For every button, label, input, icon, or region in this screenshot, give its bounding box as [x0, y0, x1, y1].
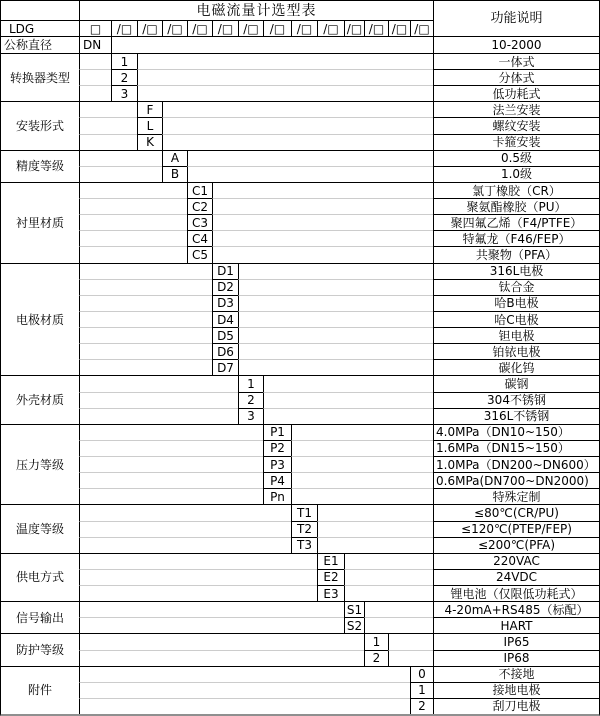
filler-left: [79, 263, 212, 279]
function-cell: 1.6MPa（DN15~150）: [433, 440, 599, 456]
function-cell: 低功耗式: [433, 85, 599, 101]
filler-left: [79, 117, 137, 133]
function-cell: 共聚物（PFA）: [433, 246, 599, 262]
filler-right: [137, 85, 433, 101]
filler-left: [79, 537, 291, 553]
filler-left: [79, 617, 344, 633]
filler-left: [79, 198, 187, 214]
filler-left: [79, 424, 263, 440]
category-cell: 供电方式: [1, 553, 79, 601]
filler-left: [79, 650, 364, 666]
filler-right: [238, 327, 433, 343]
category-cell: 附件: [1, 666, 79, 714]
model-slot-cell: /□: [364, 20, 388, 36]
function-cell: 不接地: [433, 666, 599, 682]
filler-right: [238, 311, 433, 327]
function-cell: 24VDC: [433, 569, 599, 585]
filler-left: [79, 150, 162, 166]
filler-right: [364, 601, 433, 617]
model-slot-cell: /□: [388, 20, 410, 36]
function-cell: 4.0MPa（DN10~150）: [433, 424, 599, 440]
model-slot-cell: /□: [111, 20, 137, 36]
filler-left: [79, 101, 137, 117]
filler-right: [212, 198, 433, 214]
code-cell: K: [137, 134, 162, 150]
function-cell: 分体式: [433, 69, 599, 85]
filler-right: [317, 504, 433, 520]
diameter-code-cell: DN: [79, 36, 111, 53]
category-cell: 安装形式: [1, 101, 79, 149]
filler-right: [317, 521, 433, 537]
code-cell: T1: [291, 504, 317, 520]
model-slot-cell: /□: [344, 20, 364, 36]
model-slot-cell: /□: [162, 20, 187, 36]
filler-left: [79, 440, 263, 456]
filler-left: [79, 488, 263, 504]
category-cell: 外壳材质: [1, 375, 79, 423]
code-cell: E3: [317, 585, 344, 601]
filler-left: [79, 375, 238, 391]
function-cell: 卡箍安装: [433, 134, 599, 150]
function-cell: 钛合金: [433, 279, 599, 295]
function-cell: 聚四氟乙烯（F4/PTFE）: [433, 214, 599, 230]
filler-left: [79, 601, 344, 617]
function-cell: 304不锈钢: [433, 392, 599, 408]
code-cell: P2: [263, 440, 291, 456]
filler-right: [344, 553, 433, 569]
filler-left: [79, 85, 111, 101]
filler-right: [137, 53, 433, 69]
code-cell: P4: [263, 472, 291, 488]
function-header: 功能说明: [433, 1, 599, 36]
function-cell: ≤80℃(CR/PU): [433, 504, 599, 520]
category-cell: 转换器类型: [1, 53, 79, 101]
function-cell: 氯丁橡胶（CR）: [433, 182, 599, 198]
function-cell: 钽电极: [433, 327, 599, 343]
filler-left: [79, 230, 187, 246]
filler-left: [79, 69, 111, 85]
filler-right: [344, 569, 433, 585]
function-cell: 刮刀电极: [433, 698, 599, 714]
filler-left: [79, 343, 212, 359]
function-cell: 法兰安装: [433, 101, 599, 117]
model-slot-cell: /□: [291, 20, 317, 36]
function-cell: ≤120℃(PTEP/FEP): [433, 521, 599, 537]
filler-left: [79, 521, 291, 537]
function-cell: 220VAC: [433, 553, 599, 569]
model-box-cell: □: [79, 20, 111, 36]
code-cell: D2: [212, 279, 238, 295]
corner-cell: [1, 1, 79, 20]
function-cell: 碳化钨: [433, 359, 599, 375]
filler-right: [238, 279, 433, 295]
function-cell: 哈C电极: [433, 311, 599, 327]
function-cell: ≤200℃(PFA): [433, 537, 599, 553]
filler-left: [79, 182, 187, 198]
code-cell: A: [162, 150, 187, 166]
filler-right: [212, 230, 433, 246]
filler-left: [79, 392, 238, 408]
code-cell: F: [137, 101, 162, 117]
function-cell: 1.0级: [433, 166, 599, 182]
filler-left: [79, 246, 187, 262]
function-cell: 0.6MPa(DN700~DN2000): [433, 472, 599, 488]
filler-left: [79, 633, 364, 649]
function-cell: 一体式: [433, 53, 599, 69]
filler-left: [79, 553, 317, 569]
filler-right: [187, 166, 433, 182]
filler-right: [212, 214, 433, 230]
filler-left: [79, 408, 238, 424]
code-cell: 3: [238, 408, 263, 424]
code-cell: T3: [291, 537, 317, 553]
code-cell: 3: [111, 85, 137, 101]
code-cell: D6: [212, 343, 238, 359]
diameter-desc-cell: 10-2000: [433, 36, 599, 53]
code-cell: D5: [212, 327, 238, 343]
code-cell: 1: [410, 682, 433, 698]
function-cell: IP68: [433, 650, 599, 666]
function-cell: 螺纹安装: [433, 117, 599, 133]
model-slot-cell: /□: [238, 20, 263, 36]
filler-right: [238, 295, 433, 311]
filler-left: [79, 585, 317, 601]
category-cell: 温度等级: [1, 504, 79, 552]
function-cell: 316L电极: [433, 263, 599, 279]
filler-right: [291, 424, 433, 440]
code-cell: C4: [187, 230, 212, 246]
filler-left: [79, 53, 111, 69]
code-cell: C1: [187, 182, 212, 198]
function-cell: IP65: [433, 633, 599, 649]
code-cell: C5: [187, 246, 212, 262]
function-cell: 特氟龙（F46/FEP）: [433, 230, 599, 246]
code-cell: C2: [187, 198, 212, 214]
model-slot-cell: /□: [137, 20, 162, 36]
filler-right: [364, 617, 433, 633]
filler-right: [212, 246, 433, 262]
code-cell: Pn: [263, 488, 291, 504]
code-cell: 0: [410, 666, 433, 682]
code-cell: C3: [187, 214, 212, 230]
filler-right: [291, 472, 433, 488]
code-cell: E2: [317, 569, 344, 585]
model-slot-cell: /□: [410, 20, 433, 36]
code-cell: E1: [317, 553, 344, 569]
function-cell: 聚氨酯橡胶（PU）: [433, 198, 599, 214]
filler-right: [263, 392, 433, 408]
filler-left: [79, 456, 263, 472]
category-cell: 信号输出: [1, 601, 79, 633]
function-cell: 1.0MPa（DN200~DN600）: [433, 456, 599, 472]
function-cell: 接地电极: [433, 682, 599, 698]
filler-left: [79, 504, 291, 520]
function-cell: 铂铱电极: [433, 343, 599, 359]
filler-left: [79, 295, 212, 311]
function-cell: 316L不锈钢: [433, 408, 599, 424]
function-cell: 0.5级: [433, 150, 599, 166]
category-cell: 压力等级: [1, 424, 79, 505]
filler-right: [291, 456, 433, 472]
filler-right: [388, 650, 433, 666]
model-slot-cell: /□: [317, 20, 344, 36]
code-cell: D7: [212, 359, 238, 375]
function-cell: 特殊定制: [433, 488, 599, 504]
table-title: 电磁流量计选型表: [79, 1, 433, 20]
code-cell: D3: [212, 295, 238, 311]
filler-right: [388, 633, 433, 649]
code-cell: 2: [111, 69, 137, 85]
filler-left: [79, 682, 410, 698]
code-cell: S2: [344, 617, 364, 633]
filler-right: [162, 117, 433, 133]
code-cell: S1: [344, 601, 364, 617]
filler-left: [79, 134, 137, 150]
filler-left: [79, 472, 263, 488]
filler-right: [238, 263, 433, 279]
filler-right: [291, 488, 433, 504]
filler-left: [79, 327, 212, 343]
code-cell: T2: [291, 521, 317, 537]
code-cell: 1: [364, 633, 388, 649]
filler-right: [238, 359, 433, 375]
filler-right: [263, 375, 433, 391]
filler-right: [162, 101, 433, 117]
category-cell: 衬里材质: [1, 182, 79, 263]
filler-right: [317, 537, 433, 553]
function-cell: 哈B电极: [433, 295, 599, 311]
code-cell: 2: [238, 392, 263, 408]
filler-left: [79, 279, 212, 295]
function-cell: 4-20mA+RS485（标配）: [433, 601, 599, 617]
code-cell: L: [137, 117, 162, 133]
filler-right: [212, 182, 433, 198]
category-cell: 防护等级: [1, 633, 79, 665]
filler-right: [291, 440, 433, 456]
filler-left: [79, 698, 410, 714]
filler-right: [162, 134, 433, 150]
model-slot-cell: /□: [212, 20, 238, 36]
category-cell: 精度等级: [1, 150, 79, 182]
filler-left: [79, 214, 187, 230]
model-prefix: LDG: [1, 20, 79, 36]
filler-left: [79, 569, 317, 585]
filler-left: [79, 311, 212, 327]
code-cell: 2: [410, 698, 433, 714]
filler-left: [79, 666, 410, 682]
function-cell: 碳钢: [433, 375, 599, 391]
model-slot-cell: /□: [263, 20, 291, 36]
function-cell: HART: [433, 617, 599, 633]
code-cell: 1: [111, 53, 137, 69]
diameter-label: 公称直径: [1, 36, 79, 53]
code-cell: 2: [364, 650, 388, 666]
filler-left: [79, 359, 212, 375]
filler-right: [263, 408, 433, 424]
code-cell: P3: [263, 456, 291, 472]
function-cell: 锂电池（仅限低功耗式）: [433, 585, 599, 601]
filler-right: [187, 150, 433, 166]
filler-left: [79, 166, 162, 182]
code-cell: 1: [238, 375, 263, 391]
code-cell: P1: [263, 424, 291, 440]
code-cell: D4: [212, 311, 238, 327]
model-slot-cell: /□: [187, 20, 212, 36]
code-cell: D1: [212, 263, 238, 279]
code-cell: B: [162, 166, 187, 182]
filler-right: [137, 69, 433, 85]
filler-right: [238, 343, 433, 359]
diameter-filler: [111, 36, 433, 53]
category-cell: 电极材质: [1, 263, 79, 376]
filler-right: [344, 585, 433, 601]
